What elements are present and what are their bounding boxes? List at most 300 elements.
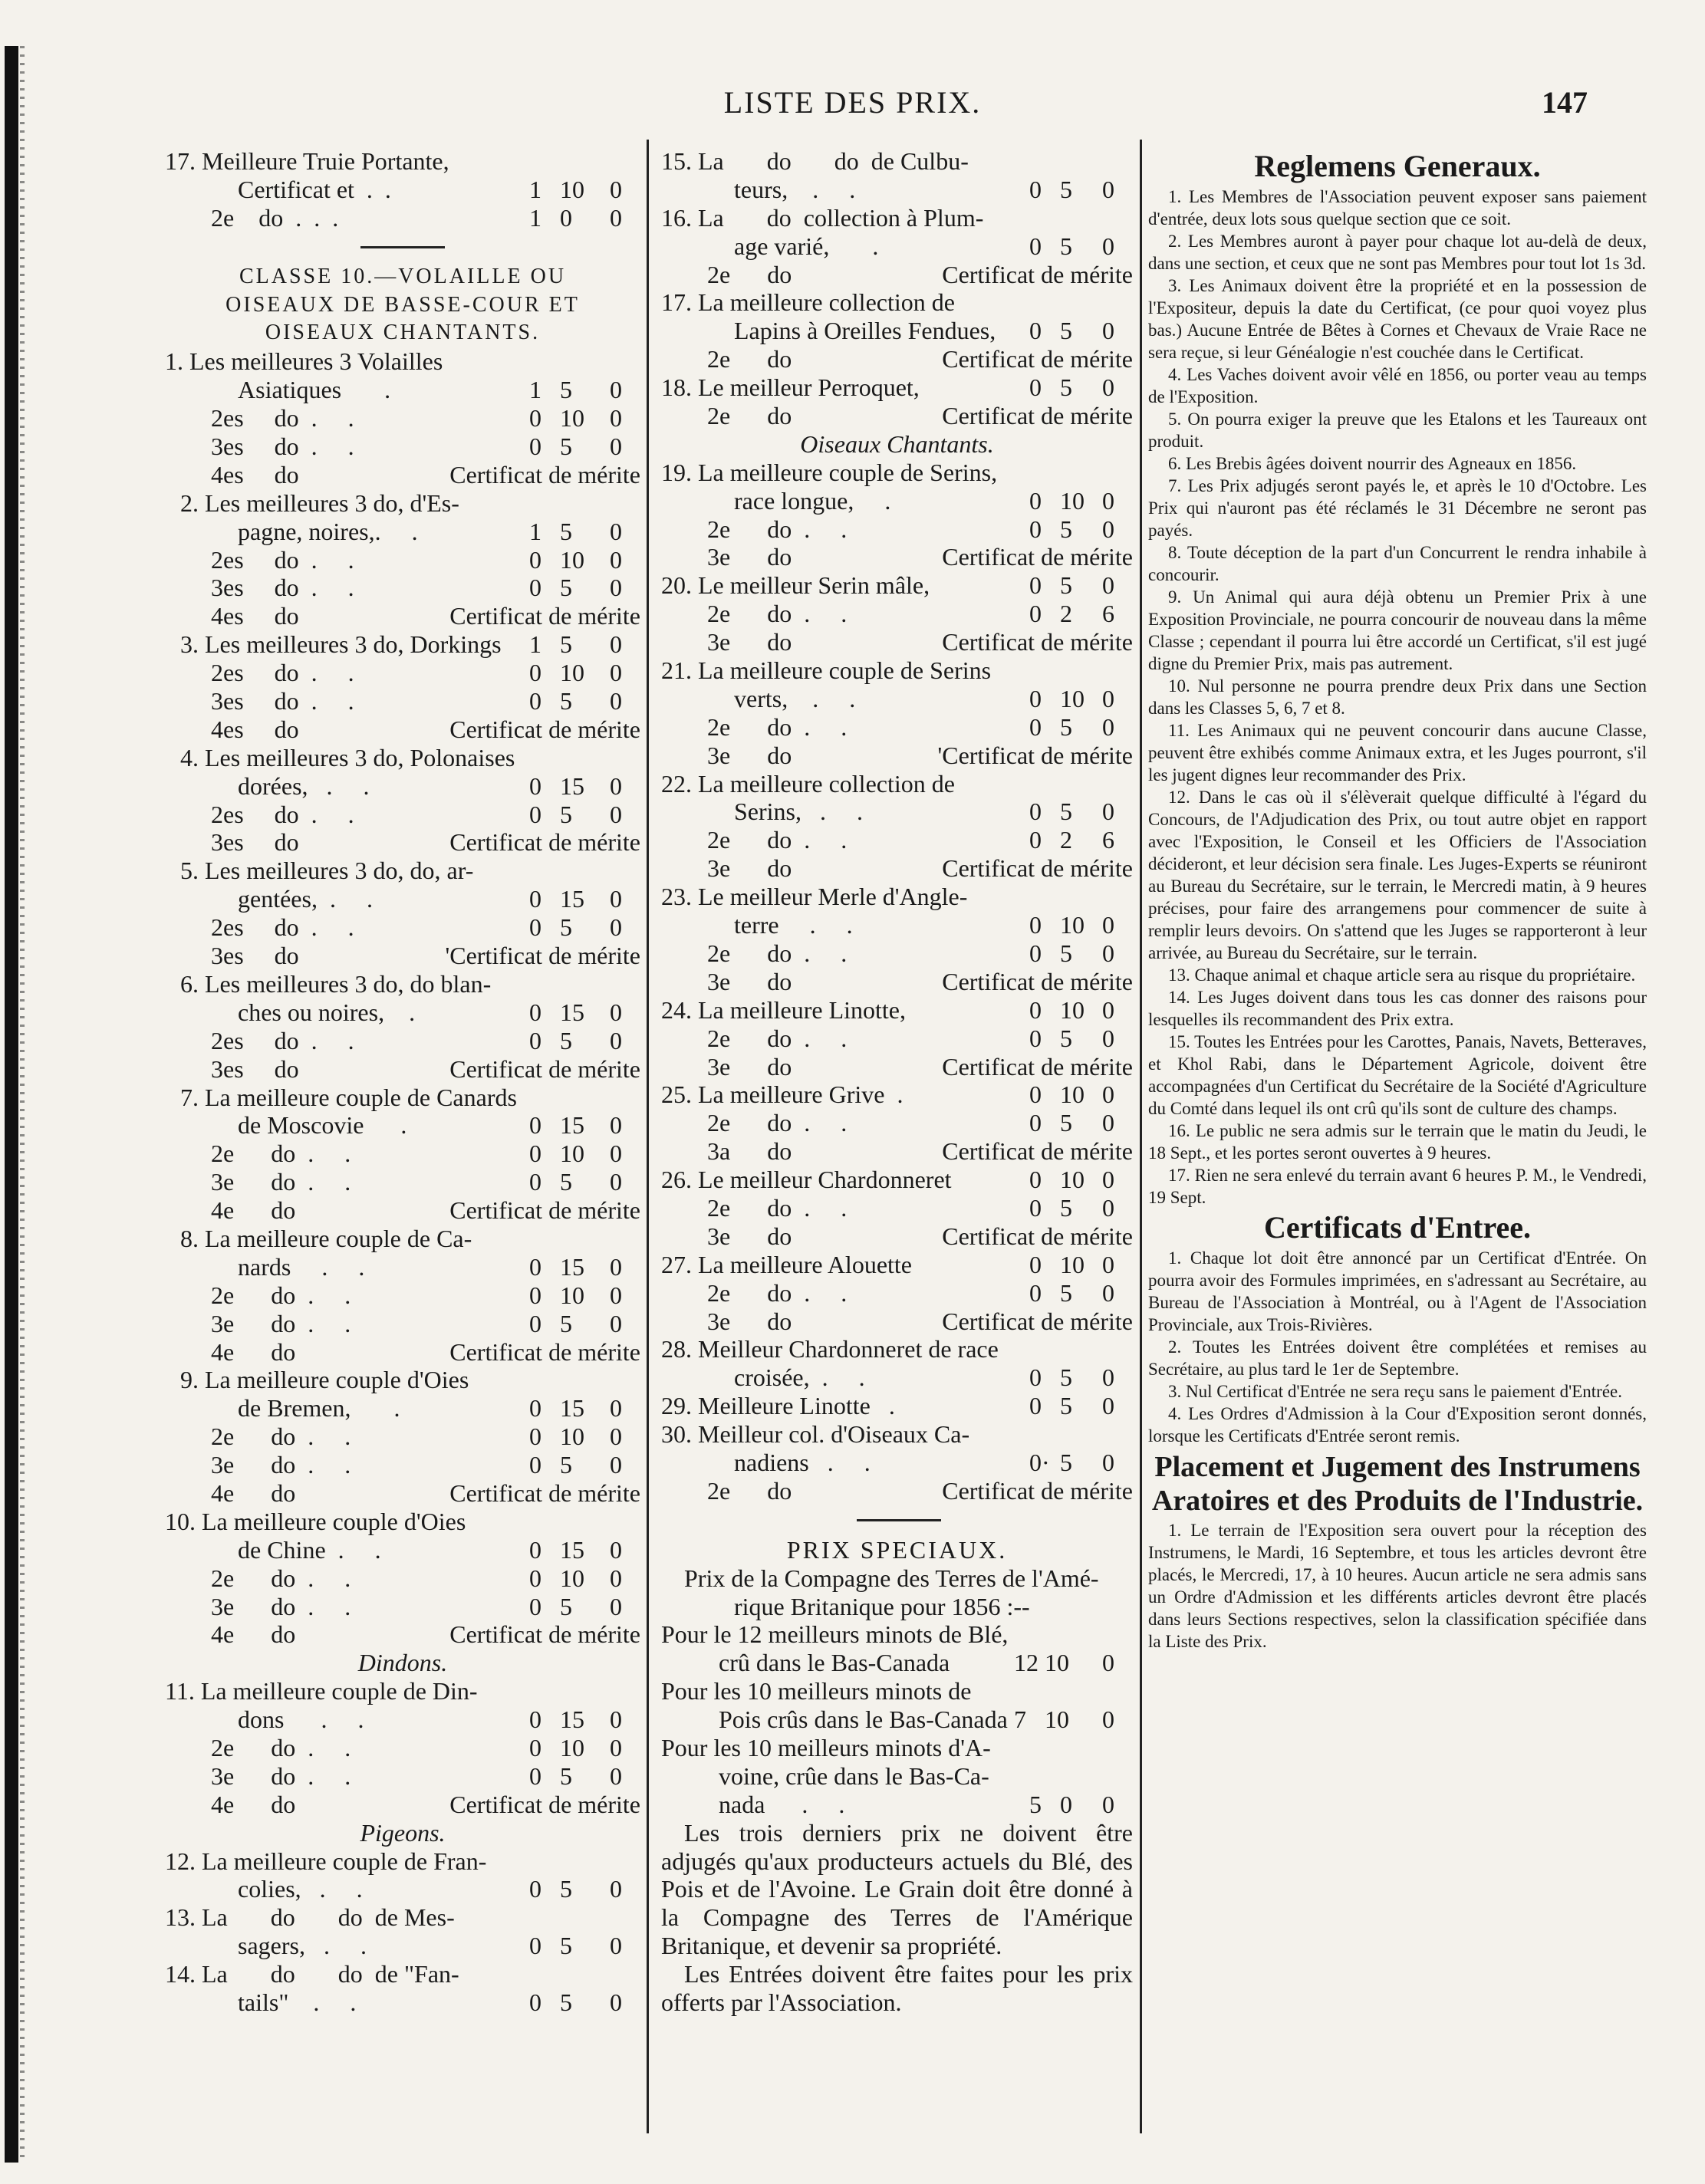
certificate-label: Certificat de mérite xyxy=(942,1222,1133,1250)
prize-pence: 0 xyxy=(610,175,622,203)
prize-shillings: 2 xyxy=(1060,600,1072,628)
prize-label: 3e do . . xyxy=(211,1592,351,1620)
prize-label: sagers, . . xyxy=(238,1932,367,1960)
prize-shillings: 5 xyxy=(1060,1278,1072,1307)
certificate-label: Certificat de mérite xyxy=(449,1478,640,1507)
prize-row xyxy=(165,828,640,857)
prize-shillings: 5 xyxy=(560,1592,572,1620)
prize-pounds: 0 xyxy=(1029,1250,1042,1278)
prize-label: ches ou noires, . xyxy=(238,998,416,1026)
prize-row xyxy=(661,1420,1133,1449)
prize-shillings: 15 xyxy=(560,1705,584,1734)
scan-edge xyxy=(5,46,18,2163)
prize-row xyxy=(661,1762,1133,1791)
prize-pence: 0 xyxy=(1102,1080,1114,1109)
prize-row xyxy=(661,770,1133,798)
prize-pounds: 0 xyxy=(1029,1363,1042,1392)
certificate-label: Certificat de mérite xyxy=(942,543,1133,571)
subsection-heading: Dindons. xyxy=(357,1649,448,1677)
prize-pounds: 0 xyxy=(529,1026,541,1054)
page-number: 147 xyxy=(1542,85,1588,120)
prize-pounds: 0 xyxy=(1029,939,1042,967)
prize-pounds: 0 xyxy=(1029,600,1042,628)
prize-pence: 0 xyxy=(610,687,622,715)
prize-label: 8. La meilleure couple de Ca- xyxy=(180,1224,472,1252)
prize-shillings: 10 xyxy=(1060,911,1085,939)
subsection-heading: Pigeons. xyxy=(360,1818,446,1847)
prize-pence: 0 xyxy=(1102,515,1114,543)
prize-pounds: 0 xyxy=(1029,798,1042,826)
prize-row xyxy=(165,1791,640,1819)
prize-row xyxy=(661,628,1133,656)
rule-paragraph: 1. Chaque lot doit être annoncé par un Certificat d'Entrée. On pourra avoir des Formules imprimées, en s'adressant au Secrétaire, au Bureau de l'Association à Montréal, ou à l'Agent de l'Association Provinciale, aux Trois-Rivières. xyxy=(1148,1248,1647,1334)
prize-pence: 0 xyxy=(610,1761,622,1790)
rule-paragraph: 2. Les Membres auront à payer pour chaque lot au-delà de deux, dans une section, et ceux que ne sont pas Membres pour tout lot 1s 3d. xyxy=(1148,232,1647,273)
prize-shillings: 15 xyxy=(560,1394,584,1423)
prize-label: 2e do xyxy=(707,402,792,430)
prize-row xyxy=(661,1137,1133,1166)
prize-pounds: 0 xyxy=(1029,1166,1042,1194)
prize-row xyxy=(165,1055,640,1084)
certificate-label: Certificat de mérite xyxy=(942,1307,1133,1335)
prize-pence: 0 xyxy=(1102,1193,1114,1222)
prize-row xyxy=(165,1960,640,1988)
prize-shillings: 10 xyxy=(1060,995,1085,1024)
prize-label: 3e do xyxy=(707,628,792,656)
prize-row xyxy=(165,1366,640,1394)
prize-label: age varié, . xyxy=(734,232,879,260)
prize-row xyxy=(661,798,1133,826)
prize-pence: 0 xyxy=(610,800,622,828)
prize-shillings: 2 xyxy=(1060,826,1072,854)
prize-label: 17. La meilleure collection de xyxy=(661,288,955,317)
prize-row xyxy=(165,433,640,461)
prize-pounds: 1 xyxy=(529,175,541,203)
certificate-label: Certificat de mérite xyxy=(449,1054,640,1083)
prize-label: 3es do xyxy=(211,942,299,970)
rule-paragraph: 10. Nul personne ne pourra prendre deux Prix dans une Section dans les Classes 5, 6, 7 et 8. xyxy=(1148,676,1647,718)
prize-label: 4e do xyxy=(211,1620,296,1649)
prize-pence: 0 xyxy=(1102,911,1114,939)
prize-row xyxy=(661,232,1133,261)
prize-label: Pour les 10 meilleurs minots d'A- xyxy=(661,1734,991,1761)
prize-label: 2e do . . xyxy=(707,826,848,854)
prize-row xyxy=(661,996,1133,1025)
certificate-label: 'Certificat de mérite xyxy=(445,942,640,970)
prize-pounds: 0 xyxy=(1029,826,1042,854)
rule-paragraph: 13. Chaque animal et chaque article sera au risque du propriétaire. xyxy=(1168,965,1636,985)
prize-row xyxy=(165,1932,640,1960)
rule-paragraph: 3. Nul Certificat d'Entrée ne sera reçu sans le paiement d'Entrée. xyxy=(1168,1382,1622,1401)
prize-label: terre . . xyxy=(734,911,853,939)
prize-pence: 0 xyxy=(610,1592,622,1620)
prize-shillings: 5 xyxy=(560,517,572,545)
prize-pounds: 0 xyxy=(529,885,541,913)
page-title: LISTE DES PRIX. xyxy=(723,85,982,120)
prize-row xyxy=(165,1196,640,1225)
prize-label: 2e do xyxy=(707,1476,792,1505)
prize-pounds: 0 xyxy=(529,1394,541,1423)
prize-row xyxy=(165,1536,640,1564)
prize-pounds: 5 xyxy=(1029,1790,1042,1818)
prize-row xyxy=(165,489,640,518)
prize-pounds: 0 xyxy=(1029,486,1042,515)
prize-pence: 0 xyxy=(1102,712,1114,741)
prize-shillings: 5 xyxy=(1060,232,1072,260)
prize-pounds: 0 xyxy=(1029,317,1042,345)
prize-row xyxy=(661,459,1133,487)
prize-row xyxy=(661,1392,1133,1420)
prize-pence: 0 xyxy=(610,1932,622,1960)
section-heading: OISEAUX CHANTANTS. xyxy=(265,321,541,345)
prize-row xyxy=(165,998,640,1027)
certificate-label: Certificat de mérite xyxy=(942,854,1133,883)
prize-label: 1. Les meilleures 3 Volailles xyxy=(165,347,443,376)
prize-pounds: 0 xyxy=(529,1535,541,1564)
prize-label: de Moscovie . xyxy=(238,1111,407,1140)
prize-label: tails" . . xyxy=(238,1988,357,2016)
prize-shillings: 15 xyxy=(560,885,584,913)
prize-shillings: 5 xyxy=(560,574,572,602)
prize-pounds: 12 xyxy=(1014,1649,1038,1677)
prize-pence: 0 xyxy=(610,1111,622,1140)
prize-pounds: 0 xyxy=(529,574,541,602)
prize-pence: 0 xyxy=(1102,317,1114,345)
prize-pence: 0 xyxy=(1102,571,1114,600)
prize-pence: 0 xyxy=(1102,1448,1114,1476)
prize-label: 3e do xyxy=(707,543,792,571)
certificate-label: Certificat de mérite xyxy=(449,1620,640,1649)
prize-label: 4e do xyxy=(211,1337,296,1366)
prize-row xyxy=(165,204,640,232)
prize-label: voine, crûe dans le Bas-Ca- xyxy=(719,1761,989,1790)
prize-pence: 0 xyxy=(610,376,622,404)
certificate-label: Certificat de mérite xyxy=(942,1052,1133,1080)
prize-label: 14. La do do de "Fan- xyxy=(165,1960,459,1988)
prize-pounds: 0 xyxy=(529,545,541,574)
prize-pounds: 0 xyxy=(529,1451,541,1479)
prize-pounds: 0 xyxy=(529,1281,541,1309)
prize-row xyxy=(165,970,640,998)
prize-pence: 0 xyxy=(610,545,622,574)
prize-row xyxy=(661,543,1133,571)
prize-row xyxy=(165,574,640,602)
section-title-reglements: Reglemens Generaux. xyxy=(1254,149,1541,183)
rule-paragraph: 15. Toutes les Entrées pour les Carottes, Panais, Navets, Betteraves, et Khol Rabi, dans le Département Agricole, doivent être accompagnées d'un Certificat du Secrétaire de la Société d'Agriculture du Comté dans lequel ils ont crû qu'ils sont de culture des champs. xyxy=(1148,1032,1647,1118)
prize-row xyxy=(661,883,1133,911)
prize-row xyxy=(165,1111,640,1140)
prize-label: colies, . . xyxy=(238,1875,363,1903)
prize-shillings: 5 xyxy=(560,1761,572,1790)
prize-label: dorées, . . xyxy=(238,771,370,800)
prize-label: 25. La meilleure Grive . xyxy=(661,1080,904,1109)
prize-label: 2e do . . xyxy=(211,1733,351,1761)
prize-label: 2e do . . xyxy=(707,1024,848,1052)
rule-paragraph: 17. Rien ne sera enlevé du terrain avant 6 heures P. M., le Vendredi, 19 Sept. xyxy=(1148,1166,1647,1207)
rule-paragraph: 3. Les Animaux doivent être la propriété et en la possession de l'Expositeur, depuis la date du Certificat, (ce pour quoi voyez plus bas.) Aucune Entrée de Bêtes à Cornes et Chevaux de Vraie Race ne sera reçue, si leur Généalogie n'est couchée dans le Certificat. xyxy=(1148,276,1647,362)
prize-row xyxy=(661,939,1133,968)
prize-pounds: 0 xyxy=(1029,373,1042,402)
prize-label: 2e do . . xyxy=(707,1193,848,1222)
prize-row xyxy=(165,1423,640,1451)
prize-label: 13. La do do de Mes- xyxy=(165,1903,455,1932)
paragraph: Prix de la Compagne des Terres de l'Amé- xyxy=(684,1564,1099,1592)
prize-pounds: 0 xyxy=(1029,911,1042,939)
prize-label: 3e do . . xyxy=(211,1451,351,1479)
rule-paragraph: 1. Les Membres de l'Association peuvent exposer sans paiement d'entrée, deux lots sous quelque section que ce soit. xyxy=(1148,187,1647,229)
prize-row xyxy=(661,1194,1133,1222)
rule-paragraph: 9. Un Animal qui aura déjà obtenu un Premier Prix à une Exposition Provinciale, ne pourra concourir de nouveau dans la même Classe ; cependant il pourra lui être accordé un Certificat, s'il est jugé digne du Premier Prix, mais pas autrement. xyxy=(1148,587,1647,673)
prize-row xyxy=(165,176,640,204)
prize-row xyxy=(661,1363,1133,1392)
prize-pounds: 0 xyxy=(529,1705,541,1734)
prize-pounds: 0 xyxy=(529,1932,541,1960)
prize-shillings: 5 xyxy=(1060,1024,1072,1052)
prize-pounds: 0 xyxy=(529,1168,541,1196)
prize-shillings: 5 xyxy=(1060,1109,1072,1137)
prize-row xyxy=(165,942,640,970)
prize-row xyxy=(165,1705,640,1734)
section-rule xyxy=(165,232,640,263)
prize-label: 11. La meilleure couple de Din- xyxy=(165,1677,478,1705)
prize-label: 3e do xyxy=(707,967,792,995)
prize-shillings: 5 xyxy=(1060,1363,1072,1392)
prize-row xyxy=(661,1593,1133,1621)
prize-label: 2es do . . xyxy=(211,545,354,574)
section-heading: PRIX SPECIAUX. xyxy=(786,1535,1008,1564)
prize-shillings: 10 xyxy=(560,404,584,433)
prize-shillings: 5 xyxy=(1060,939,1072,967)
prize-pounds: 0 xyxy=(1029,684,1042,712)
prize-label: 30. Meilleur col. d'Oiseaux Ca- xyxy=(661,1420,970,1449)
prize-row xyxy=(165,885,640,913)
rule-paragraph: 11. Les Animaux qui ne peuvent concourir dans aucune Classe, peuvent être exhibés comme Animaux extra, et les Juges pourront, s'il les jugent dignes leur recommander des Prix. xyxy=(1148,721,1647,784)
prize-shillings: 5 xyxy=(560,1932,572,1960)
prize-row xyxy=(165,744,640,772)
prize-label: 2e do . . xyxy=(707,515,848,543)
prize-label: 3e do xyxy=(707,741,792,769)
prize-pence: 0 xyxy=(610,1535,622,1564)
prize-label: Asiatiques . xyxy=(238,376,391,404)
prize-label: 16. La do collection à Plum- xyxy=(661,203,984,232)
prize-shillings: 5 xyxy=(1060,1392,1072,1420)
certificate-label: Certificat de mérite xyxy=(942,260,1133,288)
rule-paragraph: 2. Toutes les Entrées doivent être complétées et remises au Secrétaire, au plus tard le 1er de Septembre. xyxy=(1148,1337,1647,1379)
prize-row xyxy=(661,515,1133,544)
rule-paragraph: 16. Le public ne sera admis sur le terrain que le matin du Jeudi, le 18 Sept., et les portes seront ouvertes à 9 heures. xyxy=(1148,1121,1647,1163)
prize-row xyxy=(165,1564,640,1593)
column-divider-2 xyxy=(1140,140,1142,2133)
prize-shillings: 5 xyxy=(560,1309,572,1337)
prize-label: verts, . . xyxy=(734,684,856,712)
prize-pounds: 0 xyxy=(1029,232,1042,260)
prize-shillings: 5 xyxy=(1060,712,1072,741)
section-title-certificats: Certificats d'Entree. xyxy=(1263,1210,1532,1245)
prize-pence: 0 xyxy=(610,1451,622,1479)
prize-pence: 0 xyxy=(1102,1024,1114,1052)
prize-shillings: 5 xyxy=(560,687,572,715)
prize-row xyxy=(661,1477,1133,1505)
prize-pounds: 0 xyxy=(1029,175,1042,203)
prize-pence: 0 xyxy=(610,1309,622,1337)
prize-label: 3es do . . xyxy=(211,433,354,461)
prize-shillings: 5 xyxy=(560,1026,572,1054)
prize-pence: 0 xyxy=(610,913,622,942)
prize-row xyxy=(165,1508,640,1536)
prize-row xyxy=(661,1053,1133,1081)
prize-label: 29. Meilleure Linotte . xyxy=(661,1392,895,1420)
prize-pence: 0 xyxy=(1102,1392,1114,1420)
prize-row xyxy=(661,345,1133,373)
prize-label: 2e do . . xyxy=(707,1109,848,1137)
prize-pence: 0 xyxy=(1102,1649,1114,1677)
prize-shillings: 5 xyxy=(1060,175,1072,203)
prize-pounds: 0 xyxy=(1029,1278,1042,1307)
prize-pounds: 0 xyxy=(1029,1080,1042,1109)
prize-label: 3e do . . xyxy=(211,1168,351,1196)
prize-shillings: 5 xyxy=(560,1451,572,1479)
prize-row xyxy=(165,347,640,376)
prize-pounds: 0 xyxy=(1029,1193,1042,1222)
prize-label: 4e do xyxy=(211,1790,296,1818)
prize-row xyxy=(661,713,1133,742)
prize-label: croisée, . . xyxy=(734,1363,865,1392)
prize-row xyxy=(165,1903,640,1932)
prize-label: 23. Le meilleur Merle d'Angle- xyxy=(661,883,968,911)
prize-pence: 0 xyxy=(610,630,622,659)
prize-row xyxy=(165,1593,640,1621)
prize-pence: 0 xyxy=(610,1564,622,1592)
prize-label: Lapins à Oreilles Fendues, xyxy=(734,317,996,345)
prize-pounds: 0 xyxy=(529,687,541,715)
prize-label: 4es do xyxy=(211,715,299,743)
prize-pounds: 0 xyxy=(529,1733,541,1761)
section-heading: OISEAUX DE BASSE-COUR ET xyxy=(225,292,580,317)
certificate-label: Certificat de mérite xyxy=(942,402,1133,430)
prize-label: 2es do . . xyxy=(211,1026,354,1054)
reglements-list xyxy=(1148,186,1647,1209)
prize-label: 28. Meilleur Chardonneret de race xyxy=(661,1335,999,1363)
prize-label: 10. La meilleure couple d'Oies xyxy=(165,1507,466,1535)
prize-shillings: 10 xyxy=(560,1140,584,1168)
prize-row xyxy=(165,1847,640,1876)
prize-shillings: 10 xyxy=(1060,1166,1085,1194)
prize-label: 17. Meilleure Truie Portante, xyxy=(165,147,449,175)
prize-label: 4e do xyxy=(211,1478,296,1507)
prize-label: 2es do . . xyxy=(211,800,354,828)
column-right xyxy=(1148,147,1647,1653)
prize-row xyxy=(661,854,1133,883)
prize-label: 3es do xyxy=(211,1054,299,1083)
certificate-label: Certificat de mérite xyxy=(942,345,1133,373)
prize-label: 4es do xyxy=(211,602,299,630)
subsection-heading: Oiseaux Chantants. xyxy=(800,429,994,458)
prize-shillings: 15 xyxy=(560,771,584,800)
prize-shillings: 10 xyxy=(560,1423,584,1451)
prize-row xyxy=(165,376,640,404)
prize-shillings: 5 xyxy=(560,913,572,942)
prize-row xyxy=(661,911,1133,939)
prize-pounds: 0 xyxy=(529,1988,541,2016)
prize-shillings: 10 xyxy=(560,175,584,203)
page-header xyxy=(0,84,1705,123)
prize-pence: 0 xyxy=(1102,939,1114,967)
column-left xyxy=(165,147,640,2017)
prize-pounds: 1 xyxy=(529,376,541,404)
prize-row xyxy=(661,1080,1133,1109)
prize-label: 2. Les meilleures 3 do, d'Es- xyxy=(180,488,459,517)
prize-shillings: 10 xyxy=(560,1733,584,1761)
prize-shillings: 5 xyxy=(1060,1193,1072,1222)
prize-pence: 0 xyxy=(1102,1166,1114,1194)
prize-pounds: 0 xyxy=(529,800,541,828)
prize-row xyxy=(165,1479,640,1508)
rule-paragraph: 6. Les Brebis âgées doivent nourrir des Agneaux en 1856. xyxy=(1168,454,1577,473)
prize-label: de Bremen, . xyxy=(238,1394,400,1423)
prize-pence: 0 xyxy=(1102,1109,1114,1137)
prize-row xyxy=(165,1394,640,1423)
prize-pence: 0 xyxy=(610,1252,622,1281)
prize-shillings: 5 xyxy=(560,433,572,461)
prize-row xyxy=(165,1762,640,1791)
prize-pence: 0 xyxy=(610,1988,622,2016)
prize-pounds: 0 xyxy=(529,659,541,687)
column-divider-1 xyxy=(647,140,649,2133)
certificate-label: Certificat de mérite xyxy=(942,628,1133,656)
prize-shillings: 5 xyxy=(1060,515,1072,543)
prize-row xyxy=(165,1338,640,1367)
prize-label: race longue, . xyxy=(734,486,891,515)
prize-shillings: 10 xyxy=(1045,1649,1069,1677)
paragraph: Les trois derniers prix ne doivent être adjugés qu'aux producteurs actuels du Blé, des Pois et de l'Avoine. Le Grain doit être donné à la Compagne des Terres de l'Amérique Britanique, et devenir sa propriété. xyxy=(661,1818,1133,1960)
prize-label: Pois crûs dans le Bas-Canada xyxy=(719,1705,1008,1734)
prize-label: 2e do xyxy=(707,260,792,288)
prize-pence: 0 xyxy=(610,1140,622,1168)
prize-pounds: 0 xyxy=(529,433,541,461)
prize-pence: 6 xyxy=(1102,600,1114,628)
prize-row xyxy=(165,1168,640,1196)
prize-row xyxy=(661,1705,1133,1734)
prize-label: 2es do . . xyxy=(211,913,354,942)
prize-row xyxy=(661,1791,1133,1819)
prize-shillings: 15 xyxy=(560,1111,584,1140)
prize-pence: 0 xyxy=(1102,798,1114,826)
prize-label: 2e do . . xyxy=(211,1281,351,1309)
prize-pence: 0 xyxy=(610,574,622,602)
prize-row xyxy=(165,404,640,433)
prize-row xyxy=(661,1649,1133,1677)
prize-row xyxy=(661,1335,1133,1363)
prize-pounds: 0 xyxy=(529,998,541,1026)
prize-pence: 0 xyxy=(1102,486,1114,515)
prize-pounds: 0 xyxy=(529,913,541,942)
prize-row xyxy=(661,1166,1133,1194)
prize-shillings: 15 xyxy=(560,1535,584,1564)
prize-pence: 0 xyxy=(1102,1705,1114,1734)
prize-label: 2es do . . xyxy=(211,404,354,433)
prize-label: 20. Le meilleur Serin mâle, xyxy=(661,571,930,600)
prize-shillings: 5 xyxy=(1060,317,1072,345)
prize-pounds: 0 xyxy=(1029,1024,1042,1052)
prize-label: 2e do . . xyxy=(707,1278,848,1307)
prize-row xyxy=(661,685,1133,713)
prize-label: 3es do . . xyxy=(211,574,354,602)
prize-row xyxy=(661,968,1133,996)
prize-row xyxy=(661,204,1133,232)
prize-pence: 0 xyxy=(610,1281,622,1309)
prize-pence: 0 xyxy=(610,771,622,800)
prize-pounds: 1 xyxy=(529,203,541,232)
